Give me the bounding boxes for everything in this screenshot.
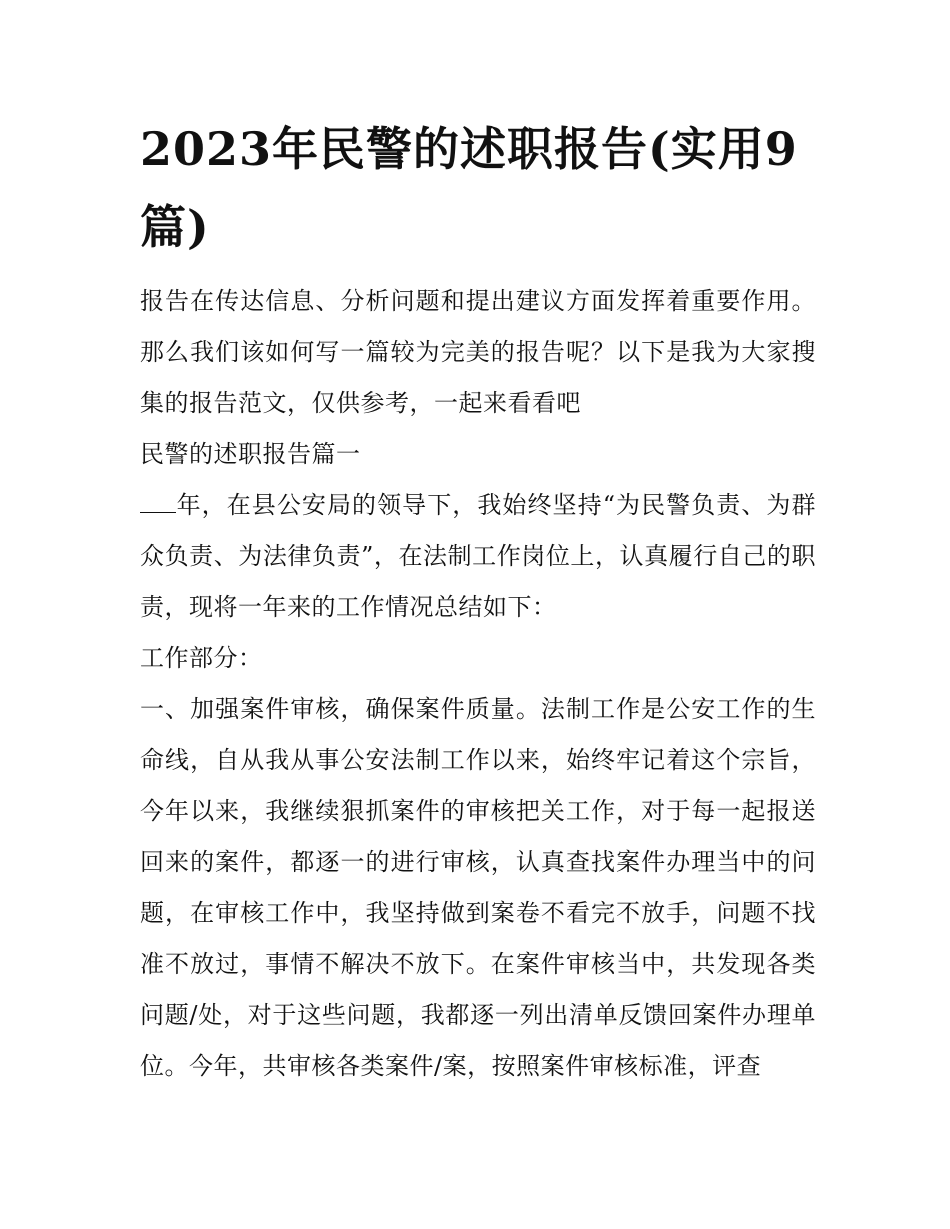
opening-text: 年，在县公安局的领导下，我始终坚持“为民警负责、为群众负责、为法律负责”，在法制工作岗位上，认真履行自己的职责，现将一年来的工作情况总结如下： <box>140 491 816 621</box>
section-heading: 民警的述职报告篇一 <box>140 440 361 468</box>
document-body <box>140 276 816 1092</box>
document-title: 2023年民警的述职报告(实用9篇) <box>140 122 798 254</box>
intro-paragraph: 报告在传达信息、分析问题和提出建议方面发挥着重要作用。那么我们该如何写一篇较为完美的报告呢？以下是我为大家搜集的报告范文，仅供参考，一起来看看吧 <box>140 287 816 417</box>
opening-paragraph <box>140 480 816 633</box>
work-section-label: 工作部分： <box>140 644 263 672</box>
blank-underline <box>140 490 176 513</box>
case-review-paragraph: 一、加强案件审核，确保案件质量。法制工作是公安工作的生命线，自从我从事公安法制工作以来，始终牢记着这个宗旨，今年以来，我继续狠抓案件的审核把关工作，对于每一起报送回来的案件，都逐一的进行审核，认真查找案件办理当中的问题，在审核工作中，我坚持做到案卷不看完不放手，问题不找准不放过，事情不解决不放下。在案件审核当中，共发现各类问题/处，对于这些问题，我都逐一列出清单反馈回案件办理单位。今年，共审核各类案件/案，按照案件审核标准，评查 <box>140 695 816 1080</box>
